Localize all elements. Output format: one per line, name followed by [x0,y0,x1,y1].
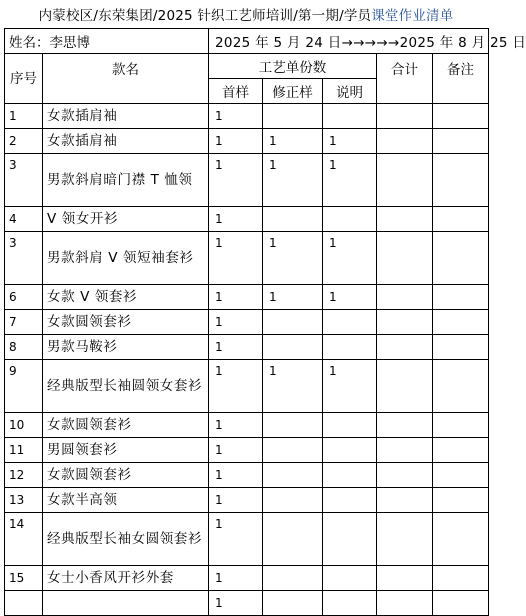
style-name: 男款斜肩 V 领短袖套衫 [43,232,209,285]
note-count [323,513,377,566]
style-name: 男款斜肩暗门襟 T 恤领 [43,154,209,207]
revision-sample-count [263,310,323,335]
header-row-1 [5,54,489,79]
first-sample-count: 1 [209,232,263,285]
first-sample-count: 1 [209,360,263,413]
style-name: 女款圆领套衫 [43,413,209,438]
row-number: 11 [5,438,43,463]
header-remark: 备注 [433,54,489,104]
header-total: 合计 [377,54,433,104]
remark-cell [433,488,489,513]
total-cell [377,463,433,488]
header-first-sample: 首样 [209,79,263,104]
style-name: V 领女开衫 [43,207,209,232]
note-count [323,310,377,335]
homework-sheet [4,4,526,616]
remark-cell [433,360,489,413]
remark-cell [433,513,489,566]
first-sample-count: 1 [209,154,263,207]
revision-sample-count [263,566,323,591]
row-number: 13 [5,488,43,513]
first-sample-count: 1 [209,285,263,310]
row-number [5,591,43,616]
table-row [5,104,489,129]
style-name: 女款插肩袖 [43,104,209,129]
header-counts: 工艺单份数 [209,54,377,79]
info-row [5,29,489,54]
total-cell [377,129,433,154]
remark-cell [433,566,489,591]
revision-sample-count [263,438,323,463]
total-cell [377,154,433,207]
row-number: 6 [5,285,43,310]
remark-cell [433,104,489,129]
row-number: 10 [5,413,43,438]
remark-cell [433,413,489,438]
first-sample-count: 1 [209,129,263,154]
remark-cell [433,591,489,616]
note-count [323,413,377,438]
total-cell [377,360,433,413]
row-number: 15 [5,566,43,591]
total-cell [377,207,433,232]
total-cell [377,335,433,360]
total-cell [377,513,433,566]
revision-sample-count [263,488,323,513]
style-name: 女款圆领套衫 [43,463,209,488]
total-cell [377,591,433,616]
note-count [323,104,377,129]
note-count [323,488,377,513]
total-cell [377,413,433,438]
revision-sample-count [263,207,323,232]
table-row [5,463,489,488]
row-number: 9 [5,360,43,413]
first-sample-count: 1 [209,413,263,438]
course-period: 2025 年 5 月 24 日→→→→→2025 年 8 月 25 日 [209,29,489,54]
table-row [5,413,489,438]
header-note: 说明 [323,79,377,104]
style-name [43,591,209,616]
note-count [323,207,377,232]
revision-sample-count: 1 [263,154,323,207]
style-name: 女士小香风开衫外套 [43,566,209,591]
remark-cell [433,335,489,360]
note-count [323,335,377,360]
style-name: 经典版型长袖女圆领套衫 [43,513,209,566]
table-row [5,513,489,566]
first-sample-count: 1 [209,513,263,566]
revision-sample-count [263,513,323,566]
first-sample-count: 1 [209,566,263,591]
first-sample-count: 1 [209,488,263,513]
revision-sample-count: 1 [263,129,323,154]
revision-sample-count: 1 [263,360,323,413]
remark-cell [433,310,489,335]
table-row [5,360,489,413]
row-number: 3 [5,232,43,285]
revision-sample-count [263,104,323,129]
note-count: 1 [323,285,377,310]
total-cell [377,232,433,285]
table-row [5,591,489,616]
row-number: 14 [5,513,43,566]
total-cell [377,310,433,335]
remark-cell [433,154,489,207]
style-name: 女款插肩袖 [43,129,209,154]
table-row [5,335,489,360]
header-revision-sample: 修正样 [263,79,323,104]
first-sample-count: 1 [209,463,263,488]
note-count [323,438,377,463]
note-count: 1 [323,360,377,413]
first-sample-count: 1 [209,335,263,360]
total-cell [377,438,433,463]
row-number: 12 [5,463,43,488]
first-sample-count: 1 [209,104,263,129]
note-count [323,463,377,488]
remark-cell [433,463,489,488]
assignment-table [4,28,526,616]
remark-cell [433,232,489,285]
table-row [5,566,489,591]
row-number: 2 [5,129,43,154]
style-name: 女款半高领 [43,488,209,513]
row-number: 7 [5,310,43,335]
revision-sample-count [263,335,323,360]
remark-cell [433,129,489,154]
table-body [5,104,489,616]
row-number: 8 [5,335,43,360]
first-sample-count: 1 [209,310,263,335]
row-number: 1 [5,104,43,129]
remark-cell [433,438,489,463]
first-sample-count: 1 [209,438,263,463]
title-highlight: 课堂作业清单 [371,8,454,24]
table-row [5,438,489,463]
style-name: 女款 V 领套衫 [43,285,209,310]
total-cell [377,104,433,129]
note-count: 1 [323,129,377,154]
revision-sample-count: 1 [263,285,323,310]
first-sample-count: 1 [209,591,263,616]
style-name: 经典版型长袖圆领女套衫 [43,360,209,413]
header-seq: 序号 [5,54,43,104]
title-prefix: 内蒙校区/东荣集团/2025 针织工艺师培训/第一期/学员 [38,8,372,24]
note-count [323,591,377,616]
revision-sample-count [263,463,323,488]
header-style-name: 款名 [43,54,209,104]
revision-sample-count [263,591,323,616]
style-name: 男圆领套衫 [43,438,209,463]
row-number: 3 [5,154,43,207]
first-sample-count: 1 [209,207,263,232]
revision-sample-count [263,413,323,438]
table-row [5,207,489,232]
row-number: 4 [5,207,43,232]
table-row [5,232,489,285]
student-name: 姓名：李思博 [5,29,209,54]
total-cell [377,488,433,513]
revision-sample-count: 1 [263,232,323,285]
style-name: 男款马鞍衫 [43,335,209,360]
table-row [5,285,489,310]
total-cell [377,285,433,310]
total-cell [377,566,433,591]
table-row [5,129,489,154]
table-row [5,310,489,335]
sheet-title [4,4,488,28]
table-row [5,154,489,207]
note-count: 1 [323,232,377,285]
table-row [5,488,489,513]
note-count [323,566,377,591]
remark-cell [433,207,489,232]
note-count: 1 [323,154,377,207]
remark-cell [433,285,489,310]
style-name: 女款圆领套衫 [43,310,209,335]
